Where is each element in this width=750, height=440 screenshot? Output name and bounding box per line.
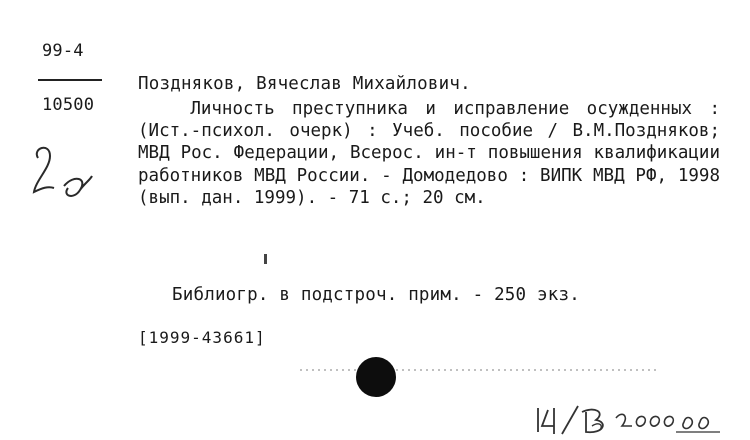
shelf-divider (38, 79, 102, 81)
registration-number: [1999-43661] (138, 328, 266, 347)
description-indent (138, 99, 190, 119)
bibliography-note: Библиогр. в подстроч. прим. - 250 экз. (172, 285, 580, 305)
inventory-number: 10500 (42, 95, 95, 115)
shelf-mark: 99-4 (42, 41, 84, 61)
description-text: Личность преступника и исправление осужденных : (Ист.-психол. очерк) : Учеб. пособие / В.М.Поздняков; МВД Рос. Федерации, Всерос. ин-т повышения квалификации работников МВД России. - Домодедово : ВИПК МВД РФ, 1998 (вып. дан. 1999). - 71 с.; 20 см. (138, 99, 721, 208)
handwritten-mark (28, 140, 98, 210)
bibliographic-description (138, 98, 720, 209)
card-punch-hole (356, 357, 396, 397)
faint-dotted-line (300, 364, 660, 376)
author-heading: Поздняков, Вячеслав Михайлович. (138, 74, 471, 94)
mark-tick (264, 254, 267, 264)
handwritten-stamp (534, 404, 724, 436)
